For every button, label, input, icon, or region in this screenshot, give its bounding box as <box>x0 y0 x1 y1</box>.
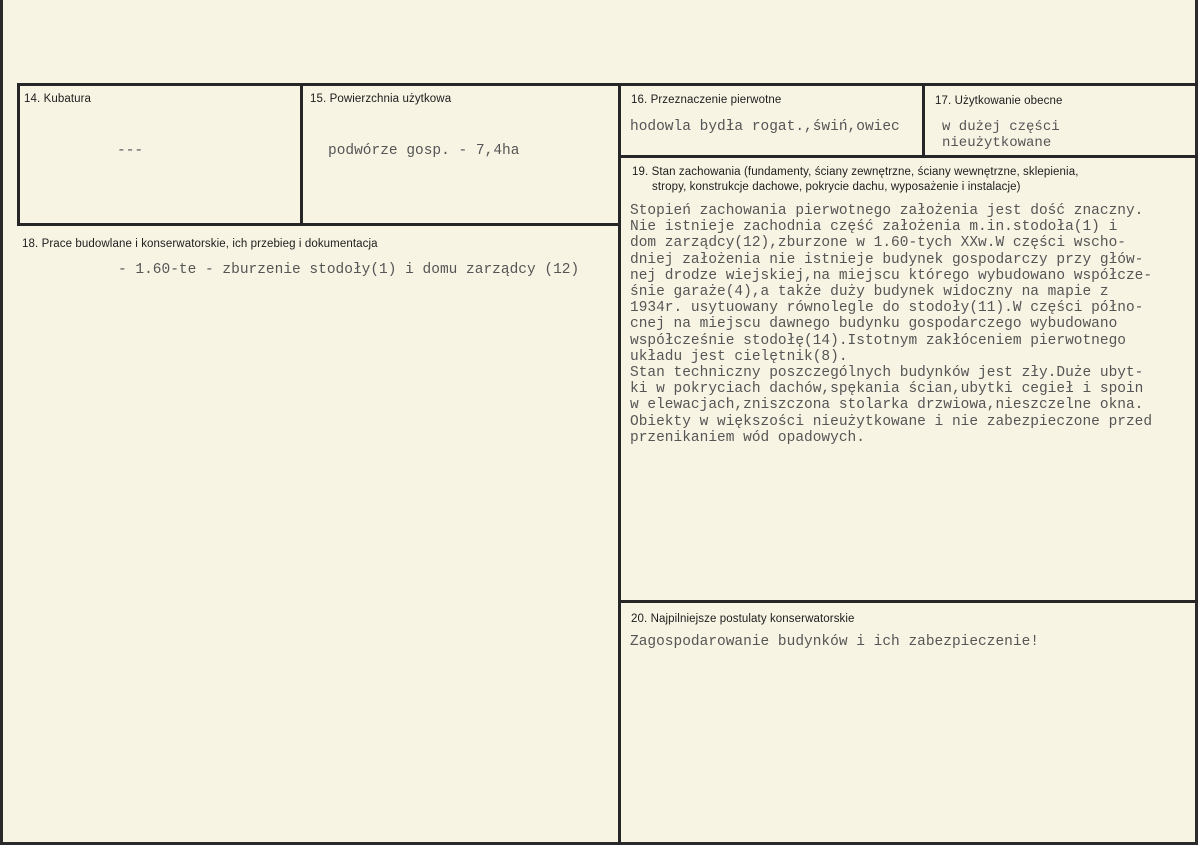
divider-14-15 <box>300 83 303 226</box>
field-14-label: 14. Kubatura <box>24 93 92 105</box>
field-19-value-line: dom zarządcy(12),zburzone w 1.60-tych XXw.W części wscho- <box>630 235 1126 252</box>
field-19-value-line: Stopień zachowania pierwotnego założenia jest dość znaczny. <box>630 203 1144 219</box>
field-19-value-line: układu jest cielętnik(8). <box>630 348 848 365</box>
divider-left-edge <box>17 83 20 226</box>
rule-below-16-17 <box>619 155 1198 158</box>
rule-above-20 <box>619 600 1198 603</box>
top-rule <box>17 83 1198 86</box>
field-16-label: 16. Przeznaczenie pierwotne <box>631 94 782 106</box>
field-16-value: hodowla bydła rogat.,świń,owiec <box>630 119 900 135</box>
field-20-value: Zagospodarowanie budynków i ich zabezpieczenie! <box>630 634 1039 650</box>
field-17-value-line-2: nieużytkowane <box>942 135 1052 151</box>
field-19-value-line: nej drodze wiejskiej,na miejscu którego wybudowano współcze- <box>630 267 1153 284</box>
field-19-value-line: 1934r. usytuowany równolegle do stodoły(11).W części półno- <box>630 300 1144 317</box>
field-15-value: podwórze gosp. - 7,4ha <box>328 143 520 159</box>
divider-16-17 <box>922 83 925 157</box>
field-19-value-line: Nie istnieje zachodnia część założenia m.in.stodoła(1) i <box>630 219 1118 236</box>
field-19-value-line: Obiekty w większości nieużytkowane i nie zabezpieczone przed <box>630 413 1153 430</box>
field-18-label: 18. Prace budowlane i konserwatorskie, ich przebieg i dokumentacja <box>22 238 378 250</box>
field-15-label: 15. Powierzchnia użytkowa <box>310 93 452 105</box>
divider-center <box>618 83 621 845</box>
field-19-value-line: Stan techniczny poszczególnych budynków jest zły.Duże ubyt- <box>630 365 1144 381</box>
field-20-label: 20. Najpilniejsze postulaty konserwatorskie <box>631 613 855 625</box>
field-19-label-line-1: 19. Stan zachowania (fundamenty, ściany zewnętrzne, ściany wewnętrzne, sklepienia, <box>632 166 1079 178</box>
field-19-value-line: przenikaniem wód opadowych. <box>630 429 865 446</box>
field-19-value-line: dniej założenia nie istnieje budynek gospodarczy przy głów- <box>630 251 1144 268</box>
field-18-value: - 1.60-te - zburzenie stodoły(1) i domu zarządcy (12) <box>118 262 580 278</box>
field-17-label: 17. Użytkowanie obecne <box>935 95 1063 107</box>
field-17-value-line-1: w dużej części <box>942 119 1060 135</box>
field-19-value-line: w elewacjach,zniszczona stolarka drzwiowa,nieszczelne okna. <box>630 397 1144 414</box>
field-14-value: --- <box>117 143 144 159</box>
field-19-value-line: cnej na miejscu dawnego budynku gospodarczego wybudowano <box>630 316 1118 333</box>
field-19-value-line: ki w pokryciach dachów,spękania ścian,ubytki cegieł i spoin <box>630 381 1144 398</box>
field-19-label-line-2: stropy, konstrukcje dachowe, pokrycie dachu, wyposażenie i instalacje) <box>652 181 1021 193</box>
field-19-value-line: współcześnie stodołę(14).Istotnym zakłóceniem pierwotnego <box>630 332 1126 349</box>
rule-below-14-15 <box>17 223 621 226</box>
field-19-value-line: śnie garaże(4),a także duży budynek widoczny na mapie z <box>630 284 1109 300</box>
